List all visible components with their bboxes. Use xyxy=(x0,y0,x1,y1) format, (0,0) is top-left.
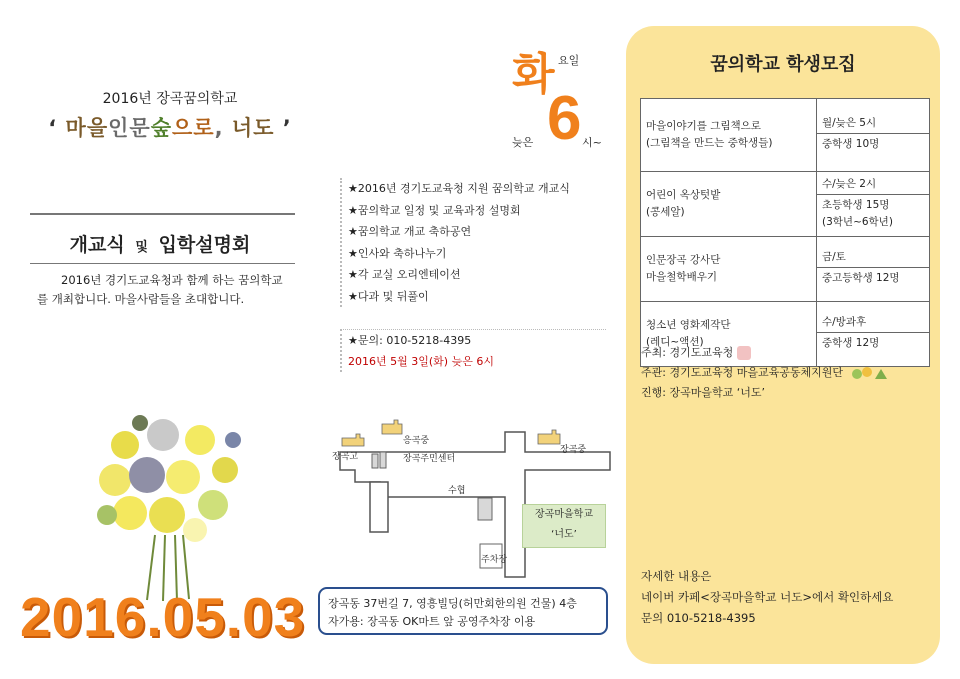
section-title-opening: 개교식 xyxy=(69,234,125,256)
map-label-janggok-high: 장곡고 xyxy=(332,452,359,462)
section-title-briefing: 입학설명회 xyxy=(158,234,251,256)
time-suffix: 시~ xyxy=(582,136,602,149)
program-time: 금/토 xyxy=(817,249,929,268)
program-row xyxy=(641,99,930,172)
slogan-quote-open: ‘ xyxy=(48,116,58,140)
address-line: 장곡동 37번길 7, 영흥빌딩(허만회한의원 건물) 4층 xyxy=(328,597,577,610)
program-subname: (레디~액션) xyxy=(646,336,704,348)
location-map xyxy=(330,412,615,587)
slogan-comma: , xyxy=(214,116,224,140)
program-row xyxy=(641,237,930,302)
contact-phone: ★문의: 010-5218-4395 xyxy=(348,334,472,347)
program-target: 중고등학생 12명 xyxy=(822,272,900,284)
host-line xyxy=(641,343,889,363)
more-info xyxy=(641,566,893,629)
program-schedule-cell xyxy=(817,237,930,302)
education-office-logo-icon xyxy=(737,346,751,360)
event-item: ★다과 및 뒤풀이 xyxy=(348,289,429,303)
program-name-cell xyxy=(641,237,817,302)
address-box xyxy=(318,587,608,635)
slogan-part-village: 마을 xyxy=(65,116,109,140)
program-schedule-cell xyxy=(817,99,930,172)
map-roads xyxy=(330,412,615,587)
organizers xyxy=(641,343,889,403)
slogan-part-forest: 숲 xyxy=(150,116,172,140)
time-hour-large: 6 xyxy=(547,84,582,153)
program-name: 마을이야기를 그림책으로 xyxy=(646,120,761,132)
operator-text: 진행: 장곡마을학교 ‘너도’ xyxy=(641,386,765,399)
program-time: 수/방과후 xyxy=(817,314,929,333)
weekday-suffix: 요일 xyxy=(558,54,580,67)
event-item: ★꿈의학교 일정 및 교육과정 설명회 xyxy=(348,203,521,217)
organizer-line xyxy=(641,363,889,383)
map-school-marker xyxy=(522,504,606,548)
map-label-parking: 주차장 xyxy=(481,555,508,565)
parking-info: 자가용: 장곡동 OK마트 앞 공영주차장 이용 xyxy=(328,615,536,628)
program-subname: (그림책을 만드는 중학생들) xyxy=(646,137,773,149)
map-label-eunggok-middle: 응곡중 xyxy=(403,436,430,446)
inquiry-phone: 문의 010-5218-4395 xyxy=(641,611,756,625)
section-title xyxy=(40,230,280,257)
more-info-line: 자세한 내용은 xyxy=(641,569,712,583)
event-datetime: 2016년 5월 3일(화) 늦은 6시 xyxy=(348,355,494,368)
map-school-name: 장곡마을학교 xyxy=(535,509,593,520)
community-support-logo-icon xyxy=(849,365,889,381)
event-item: ★2016년 경기도교육청 지원 꿈의학교 개교식 xyxy=(348,182,570,195)
slogan-quote-close: ’ xyxy=(282,116,292,140)
program-name-cell xyxy=(641,99,817,172)
divider-bottom xyxy=(30,263,295,264)
program-schedule-cell xyxy=(817,172,930,237)
event-date-large: 2016.05.03 xyxy=(20,586,306,648)
event-item: ★인사와 축하나누기 xyxy=(348,246,447,260)
program-subname: (콩세알) xyxy=(646,206,685,218)
program-subname: 마을철학배우기 xyxy=(646,271,718,283)
weekday-large: 화 xyxy=(512,49,555,100)
map-label-community-center: 장곡주민센터 xyxy=(403,454,456,464)
program-target: 초등학생 15명 xyxy=(822,198,890,211)
organizer-text: 주관: 경기도교육청 마을교육공동체지원단 xyxy=(641,366,843,379)
cafe-info-line: 네이버 카페<장곡마을학교 너도>에서 확인하세요 xyxy=(641,590,894,604)
school-year-title: 2016년 장곡꿈의학교 xyxy=(102,91,238,107)
program-row xyxy=(641,172,930,237)
program-name: 어린이 옥상텃밭 xyxy=(646,189,721,201)
program-target: 중학생 12명 xyxy=(822,337,880,349)
section-title-and: 및 xyxy=(135,240,148,255)
event-item: ★각 교실 오리엔테이션 xyxy=(348,268,461,281)
program-name: 청소년 영화제작단 xyxy=(646,319,731,331)
map-label-suhyeop: 수협 xyxy=(448,486,466,496)
program-target: 중학생 10명 xyxy=(822,138,880,150)
recruit-title: 꿈의학교 학생모집 xyxy=(710,54,856,75)
slogan xyxy=(40,112,300,142)
program-target-grades: (3학년~6학년) xyxy=(822,215,893,228)
time-prefix: 늦은 xyxy=(512,136,534,149)
program-table xyxy=(640,98,930,367)
slogan-part-humanities: 인문 xyxy=(108,116,151,140)
host-text: 주최: 경기도교육청 xyxy=(641,346,734,359)
flower-bouquet-illustration xyxy=(85,405,255,605)
map-school-subname: ‘너도’ xyxy=(551,529,577,540)
program-time: 수/늦은 2시 xyxy=(817,176,929,195)
event-program-list xyxy=(340,178,606,307)
event-item: ★꿈의학교 개교 축하공연 xyxy=(348,225,472,238)
divider-top xyxy=(30,213,295,215)
program-time: 월/늦은 5시 xyxy=(817,115,929,134)
program-name: 인문장곡 강사단 xyxy=(646,254,721,266)
program-name-cell xyxy=(641,172,817,237)
map-label-janggok-middle: 장곡중 xyxy=(560,445,587,455)
slogan-part-to: 으로 xyxy=(172,116,215,140)
slogan-part-you-too: 너도 xyxy=(231,116,275,140)
contact-block xyxy=(340,329,606,372)
intro-text: 2016년 경기도교육청과 함께 하는 꿈의학교를 개최합니다. 마을사람들을 초대합니다. xyxy=(37,273,283,306)
